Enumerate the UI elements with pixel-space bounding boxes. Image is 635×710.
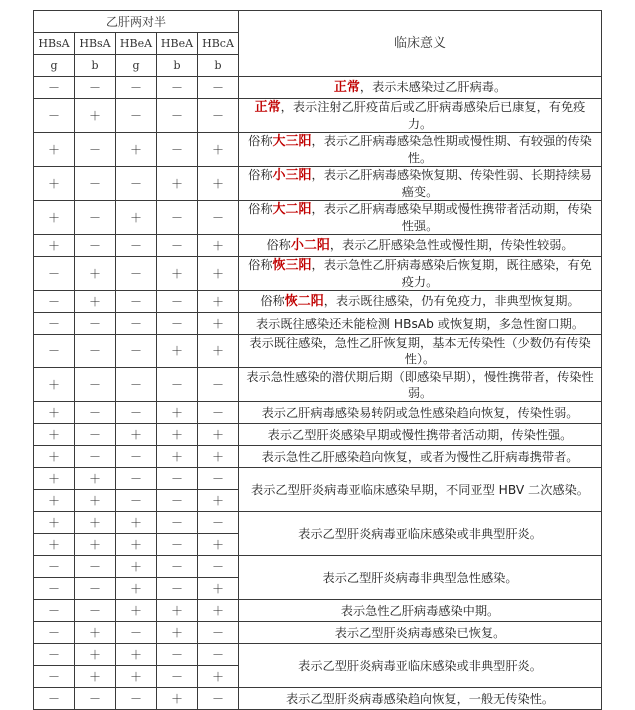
marker-cell: ＋ [157, 688, 198, 710]
marker-cell: － [116, 468, 157, 490]
marker-cell: ＋ [75, 468, 116, 490]
marker-cell: － [75, 313, 116, 335]
meaning-cell [239, 235, 602, 257]
col-hbcab-header-top: HBcA [198, 33, 239, 55]
marker-cell: ＋ [34, 167, 75, 201]
col-hbeag-header-top: HBeA [116, 33, 157, 55]
marker-cell: ＋ [198, 335, 239, 368]
marker-cell: ＋ [75, 291, 116, 313]
meaning-cell [239, 77, 602, 99]
marker-cell: ＋ [157, 600, 198, 622]
marker-cell: ＋ [116, 578, 157, 600]
marker-cell: ＋ [34, 368, 75, 402]
marker-cell: － [75, 402, 116, 424]
meaning-text: 表示急性乙肝感染趋向恢复，或者为慢性乙肝病毒携带者。 [261, 449, 579, 464]
marker-cell: ＋ [34, 446, 75, 468]
marker-cell: － [34, 622, 75, 644]
meaning-text: 表示既往感染还未能检测 HBsAb 或恢复期，多急性窗口期。 [256, 316, 585, 331]
marker-cell: ＋ [157, 257, 198, 291]
marker-cell: ＋ [116, 644, 157, 666]
meaning-cell [239, 291, 602, 313]
meaning-cell [239, 368, 602, 402]
table-row [34, 368, 602, 402]
meaning-text: 表示乙型肝炎病毒非典型急性感染。 [322, 570, 518, 585]
marker-cell: ＋ [75, 622, 116, 644]
marker-cell: ＋ [116, 201, 157, 235]
meaning-cell [239, 600, 602, 622]
meaning-text: 表示乙肝病毒感染易转阴或急性感染趋向恢复，传染性弱。 [261, 405, 579, 420]
meaning-header: 临床意义 [239, 11, 602, 77]
marker-cell: － [34, 77, 75, 99]
marker-cell: ＋ [34, 468, 75, 490]
meaning-text: 俗称 [248, 258, 273, 272]
marker-cell: － [198, 368, 239, 402]
marker-cell: － [157, 77, 198, 99]
meaning-text: 表示乙型肝炎感染早期或慢性携带者活动期，传染性强。 [267, 427, 573, 442]
meaning-cell [239, 167, 602, 201]
marker-cell: － [75, 201, 116, 235]
table-row [34, 446, 602, 468]
meaning-text: ，表示乙肝病毒感染恢复期、传染性弱、长期持续易癌变。 [311, 168, 592, 199]
col-hbeag-header-bottom: g [116, 55, 157, 77]
marker-cell: － [34, 644, 75, 666]
meaning-text: 俗称 [266, 238, 291, 252]
table-row [34, 644, 602, 666]
highlight-term: 小三阳 [272, 168, 312, 183]
marker-cell: － [198, 512, 239, 534]
marker-cell: ＋ [198, 235, 239, 257]
meaning-text: 表示急性乙肝病毒感染中期。 [340, 603, 500, 618]
marker-cell: － [157, 556, 198, 578]
marker-cell: － [34, 291, 75, 313]
marker-cell: － [75, 368, 116, 402]
marker-cell: ＋ [34, 201, 75, 235]
marker-cell: － [157, 512, 198, 534]
marker-cell: － [75, 77, 116, 99]
marker-cell: ＋ [34, 534, 75, 556]
marker-cell: － [34, 99, 75, 133]
marker-cell: － [34, 335, 75, 368]
table-row [34, 133, 602, 167]
highlight-term: 大二阳 [272, 202, 312, 217]
marker-cell: － [75, 688, 116, 710]
marker-cell: ＋ [116, 534, 157, 556]
marker-cell: ＋ [198, 666, 239, 688]
marker-cell: － [34, 688, 75, 710]
meaning-cell [239, 313, 602, 335]
marker-cell: － [198, 556, 239, 578]
marker-cell: ＋ [157, 402, 198, 424]
marker-cell: － [75, 556, 116, 578]
marker-cell: － [34, 666, 75, 688]
marker-cell: － [34, 556, 75, 578]
marker-cell: ＋ [75, 666, 116, 688]
meaning-text: 俗称 [248, 134, 273, 148]
meaning-text: ，表示既往感染，仍有免疫力，非典型恢复期。 [323, 294, 580, 308]
marker-cell: ＋ [75, 257, 116, 291]
highlight-term: 小二阳 [290, 238, 330, 253]
meaning-text: 表示乙型肝炎病毒亚临床感染或非典型肝炎。 [298, 658, 542, 673]
highlight-term: 恢三阳 [272, 258, 312, 273]
marker-cell: － [116, 688, 157, 710]
marker-cell: － [116, 77, 157, 99]
meaning-text: 表示乙型肝炎病毒亚临床感染或非典型肝炎。 [298, 526, 542, 541]
marker-cell: － [157, 313, 198, 335]
table-row [34, 512, 602, 534]
table-row [34, 600, 602, 622]
table-row [34, 688, 602, 710]
meaning-cell [239, 257, 602, 291]
marker-cell: － [157, 291, 198, 313]
marker-cell: － [75, 578, 116, 600]
marker-cell: － [116, 291, 157, 313]
marker-cell: ＋ [34, 424, 75, 446]
marker-cell: － [75, 600, 116, 622]
meaning-text: ，表示乙肝病毒感染早期或慢性携带者活动期，传染性强。 [311, 202, 592, 233]
meaning-cell [239, 335, 602, 368]
col-hbsab-header-bottom: b [75, 55, 116, 77]
table-row [34, 335, 602, 368]
marker-cell: ＋ [198, 133, 239, 167]
marker-cell: ＋ [116, 133, 157, 167]
table-row [34, 167, 602, 201]
marker-cell: ＋ [75, 534, 116, 556]
marker-cell: － [116, 257, 157, 291]
marker-cell: － [34, 600, 75, 622]
meaning-text: ，表示乙肝感染急性或慢性期，传染性较弱。 [329, 238, 574, 252]
marker-cell: － [198, 468, 239, 490]
marker-cell: ＋ [198, 490, 239, 512]
marker-cell: － [198, 77, 239, 99]
table-row [34, 622, 602, 644]
highlight-term: 正常 [333, 80, 360, 95]
highlight-term: 大三阳 [272, 134, 312, 149]
marker-cell: ＋ [157, 446, 198, 468]
marker-cell: ＋ [198, 257, 239, 291]
marker-cell: ＋ [198, 291, 239, 313]
marker-cell: － [75, 167, 116, 201]
highlight-term: 正常 [254, 100, 281, 115]
marker-cell: － [157, 133, 198, 167]
meaning-cell [239, 201, 602, 235]
meaning-text: 表示乙型肝炎病毒亚临床感染早期，不同亚型 HBV 二次感染。 [251, 482, 589, 497]
marker-cell: ＋ [75, 490, 116, 512]
marker-cell: － [198, 688, 239, 710]
marker-cell: － [75, 424, 116, 446]
marker-cell: － [198, 402, 239, 424]
marker-cell: － [157, 578, 198, 600]
marker-cell: － [157, 235, 198, 257]
col-hbsag-header-top: HBsA [34, 33, 75, 55]
marker-cell: － [116, 402, 157, 424]
meaning-cell [239, 446, 602, 468]
marker-cell: ＋ [198, 446, 239, 468]
marker-cell: － [34, 257, 75, 291]
meaning-text: ，表示注射乙肝疫苗后或乙肝病毒感染后已康复，有免疫力。 [280, 100, 586, 131]
marker-cell: ＋ [75, 99, 116, 133]
marker-cell: － [157, 468, 198, 490]
marker-cell: ＋ [116, 424, 157, 446]
marker-cell: ＋ [198, 167, 239, 201]
meaning-cell [239, 99, 602, 133]
marker-cell: － [198, 644, 239, 666]
marker-cell: － [116, 335, 157, 368]
marker-cell: － [116, 235, 157, 257]
marker-cell: － [198, 201, 239, 235]
table-row [34, 402, 602, 424]
marker-cell: － [116, 446, 157, 468]
marker-cell: － [116, 368, 157, 402]
meaning-text: 俗称 [248, 168, 273, 182]
table-row [34, 235, 602, 257]
col-hbeab-header-bottom: b [157, 55, 198, 77]
marker-cell: － [34, 313, 75, 335]
marker-cell: － [116, 167, 157, 201]
col-hbeab-header-top: HBeA [157, 33, 198, 55]
marker-cell: ＋ [198, 313, 239, 335]
meaning-text: 俗称 [248, 202, 273, 216]
highlight-term: 恢二阳 [284, 294, 324, 309]
table-body [34, 77, 602, 710]
marker-cell: － [157, 201, 198, 235]
table-row [34, 99, 602, 133]
meaning-text: 表示乙型肝炎病毒感染趋向恢复，一般无传染性。 [285, 691, 555, 706]
meaning-text: ，表示乙肝病毒感染急性期或慢性期、有较强的传染性。 [311, 134, 592, 165]
marker-cell: ＋ [157, 622, 198, 644]
meaning-cell [239, 133, 602, 167]
marker-cell: ＋ [34, 235, 75, 257]
marker-cell: － [157, 534, 198, 556]
table-row [34, 77, 602, 99]
meaning-cell [239, 402, 602, 424]
meaning-cell [239, 424, 602, 446]
marker-cell: ＋ [116, 556, 157, 578]
marker-cell: ＋ [116, 512, 157, 534]
marker-cell: ＋ [34, 512, 75, 534]
table-row [34, 424, 602, 446]
marker-cell: － [75, 335, 116, 368]
col-hbsab-header-top: HBsA [75, 33, 116, 55]
marker-cell: － [157, 666, 198, 688]
marker-cell: － [116, 622, 157, 644]
marker-cell: ＋ [198, 600, 239, 622]
marker-cell: ＋ [198, 424, 239, 446]
table-row [34, 201, 602, 235]
marker-cell: － [157, 368, 198, 402]
marker-cell: ＋ [157, 335, 198, 368]
meaning-text: 俗称 [260, 294, 285, 308]
marker-cell: ＋ [75, 644, 116, 666]
table-row [34, 291, 602, 313]
col-hbsag-header-bottom: g [34, 55, 75, 77]
meaning-text: ，表示急性乙肝病毒感染后恢复期，既往感染，有免疫力。 [311, 258, 592, 289]
marker-cell: ＋ [198, 534, 239, 556]
marker-cell: － [198, 99, 239, 133]
col-hbcab-header-bottom: b [198, 55, 239, 77]
marker-cell: － [157, 644, 198, 666]
table-row [34, 313, 602, 335]
meaning-cell [239, 688, 602, 710]
meaning-cell [239, 644, 602, 688]
marker-cell: ＋ [34, 402, 75, 424]
meaning-text: 表示急性感染的潜伏期后期（即感染早期），慢性携带者，传染性弱。 [246, 369, 594, 400]
marker-cell: － [75, 235, 116, 257]
marker-cell: ＋ [157, 167, 198, 201]
marker-cell: － [198, 622, 239, 644]
table-row [34, 556, 602, 578]
marker-cell: － [157, 490, 198, 512]
marker-cell: － [75, 446, 116, 468]
meaning-text: 表示既往感染，急性乙肝恢复期，基本无传染性（少数仍有传染性）。 [249, 336, 591, 366]
marker-cell: ＋ [75, 512, 116, 534]
meaning-cell [239, 468, 602, 512]
marker-cell: － [75, 133, 116, 167]
marker-cell: － [116, 490, 157, 512]
meaning-text: ，表示未感染过乙肝病毒。 [359, 80, 507, 94]
meaning-cell [239, 622, 602, 644]
table-row [34, 257, 602, 291]
hbv-two-pairs-table [33, 10, 602, 710]
marker-cell: － [34, 578, 75, 600]
marker-cell: ＋ [34, 490, 75, 512]
marker-cell: ＋ [34, 133, 75, 167]
table-row [34, 468, 602, 490]
meaning-cell [239, 512, 602, 556]
marker-cell: － [157, 99, 198, 133]
table-title: 乙肝两对半 [34, 11, 239, 33]
marker-cell: ＋ [116, 666, 157, 688]
meaning-text: 表示乙型肝炎病毒感染已恢复。 [334, 625, 506, 640]
marker-cell: － [116, 99, 157, 133]
marker-cell: ＋ [116, 600, 157, 622]
marker-cell: － [116, 313, 157, 335]
marker-cell: ＋ [198, 578, 239, 600]
marker-cell: ＋ [157, 424, 198, 446]
meaning-cell [239, 556, 602, 600]
